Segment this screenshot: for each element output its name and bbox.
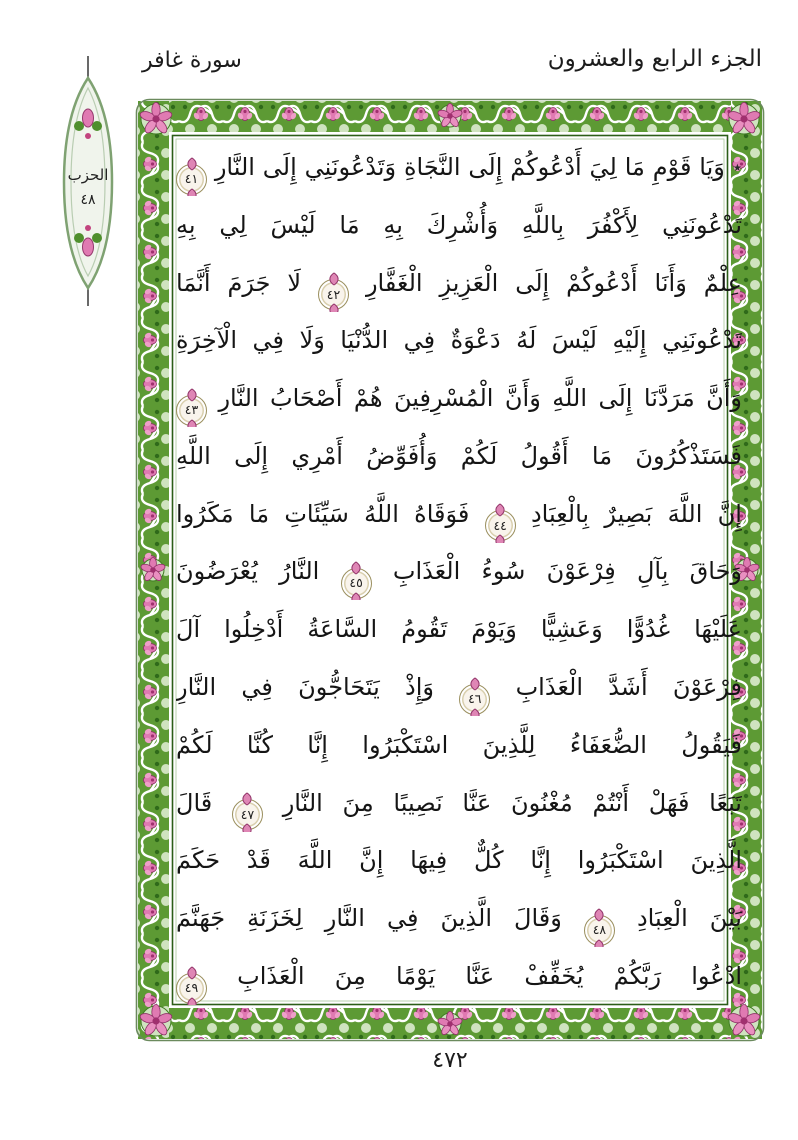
quran-text-segment: فِرْعَوْنَ أَشَدَّ الْعَذَابِ <box>515 673 742 702</box>
quran-line-1 <box>176 139 742 196</box>
ayah-number: ٤١ <box>184 171 199 186</box>
ayah-number-badge <box>232 799 263 830</box>
quran-line-3 <box>176 255 742 312</box>
quran-text-segment: بَيْنَ الْعِبَادِ <box>636 904 742 933</box>
surah-header: سورة غافر <box>142 48 242 73</box>
ayah-number: ٤٨ <box>592 922 607 938</box>
quran-text-segment: إِنَّ اللَّهَ بَصِيرٌ بِالْعِبَادِ <box>530 499 742 528</box>
ayah-number: ٤٢ <box>326 286 341 302</box>
quran-line-5 <box>176 370 742 427</box>
quran-line-6 <box>176 428 742 485</box>
quran-text-segment: عِلْمٌ وَأَنَا أَدْعُوكُمْ إِلَى الْعَزِيزِ الْغَفَّارِ <box>365 268 742 297</box>
quran-line-2 <box>176 197 742 254</box>
ayah-number-badge <box>318 279 349 310</box>
quran-text-segment: النَّارُ يُعْرَضُونَ <box>176 557 320 586</box>
quran-text-segment: ادْعُوا رَبَّكُمْ يُخَفِّفْ عَنَّا يَوْمًا مِنَ الْعَذَابِ <box>237 961 742 990</box>
hizb-number: ٤٨ <box>80 192 96 208</box>
ayah-number: ٤٦ <box>468 691 482 707</box>
quran-line-4 <box>176 312 742 369</box>
ayah-number: ٤٣ <box>184 402 199 418</box>
page-number: ٤٧٢ <box>432 1048 468 1073</box>
ayah-number: ٤٤ <box>493 517 507 533</box>
ayah-number-badge <box>485 510 516 541</box>
ayah-number-badge <box>584 915 615 946</box>
quran-text-segment: تَدْعُونَنِي لِأَكْفُرَ بِاللَّهِ وَأُشْرِكَ بِهِ مَا لَيْسَ لِي بِهِ <box>176 210 742 239</box>
quran-text-segment: وَإِذْ يَتَحَاجُّونَ فِي النَّارِ <box>176 673 434 702</box>
quran-line-11 <box>176 717 742 774</box>
ayah-number: ٤٥ <box>349 575 363 591</box>
quran-text-segment: وَقَالَ الَّذِينَ فِي النَّارِ لِخَزَنَةِ جَهَنَّمَ <box>176 904 562 933</box>
quran-text-block <box>176 139 742 1005</box>
quran-line-8 <box>176 543 742 600</box>
quran-text-segment: وَحَاقَ بِآلِ فِرْعَوْنَ سُوءُ الْعَذَابِ <box>392 557 742 586</box>
hizb-label: الحزب <box>67 166 109 184</box>
quran-line-7 <box>176 486 742 543</box>
quran-text-segment: تَبَعًا فَهَلْ أَنْتُمْ مُغْنُونَ عَنَّا نَصِيبًا مِنَ النَّارِ <box>282 788 742 817</box>
quran-text-segment: قَالَ <box>176 788 213 817</box>
rub-el-hizb-star-icon: ٭ <box>732 158 742 178</box>
ayah-number-badge <box>459 684 490 715</box>
quran-text-segment: فَسَتَذْكُرُونَ مَا أَقُولُ لَكُمْ وَأُفَوِّضُ أَمْرِي إِلَى اللَّهِ <box>176 441 742 470</box>
hizb-medallion <box>50 56 126 306</box>
quran-text-segment: عَلَيْهَا غُدُوًّا وَعَشِيًّا وَيَوْمَ تَقُومُ السَّاعَةُ أَدْخِلُوا آلَ <box>176 615 742 644</box>
quran-text-segment: فَوَقَاهُ اللَّهُ سَيِّئَاتِ مَا مَكَرُوا <box>176 499 470 528</box>
ayah-number-badge <box>176 164 207 195</box>
quran-line-13 <box>176 832 742 889</box>
quran-text-segment: لَا جَرَمَ أَنَّمَا <box>176 268 302 297</box>
ayah-number: ٤٩ <box>184 979 199 995</box>
ayah-number: ٤٧ <box>240 806 255 822</box>
quran-line-12 <box>176 775 742 832</box>
quran-text-segment: وَيَا قَوْمِ مَا لِيَ أَدْعُوكُمْ إِلَى النَّجَاةِ وَتَدْعُونَنِي إِلَى النَّارِ <box>214 153 725 181</box>
quran-text-segment: وَأَنَّ مَرَدَّنَا إِلَى اللَّهِ وَأَنَّ الْمُسْرِفِينَ هُمْ أَصْحَابُ النَّارِ <box>218 384 742 413</box>
juz-header: الجزء الرابع والعشرون <box>547 46 762 72</box>
ayah-number-badge <box>176 973 207 1004</box>
quran-text-segment: فَيَقُولُ الضُّعَفَاءُ لِلَّذِينَ اسْتَكْبَرُوا إِنَّا كُنَّا لَكُمْ <box>176 730 742 759</box>
quran-line-10 <box>176 659 742 716</box>
quran-line-15 <box>176 948 742 1005</box>
quran-line-14 <box>176 890 742 947</box>
ayah-number-badge <box>176 395 207 426</box>
quran-text-segment: الَّذِينَ اسْتَكْبَرُوا إِنَّا كُلٌّ فِيهَا إِنَّ اللَّهَ قَدْ حَكَمَ <box>176 846 742 875</box>
quran-text-segment: تَدْعُونَنِي إِلَيْهِ لَيْسَ لَهُ دَعْوَةٌ فِي الدُّنْيَا وَلَا فِي الْآخِرَةِ <box>176 326 742 355</box>
ayah-number-badge <box>341 568 372 599</box>
quran-line-9 <box>176 601 742 658</box>
